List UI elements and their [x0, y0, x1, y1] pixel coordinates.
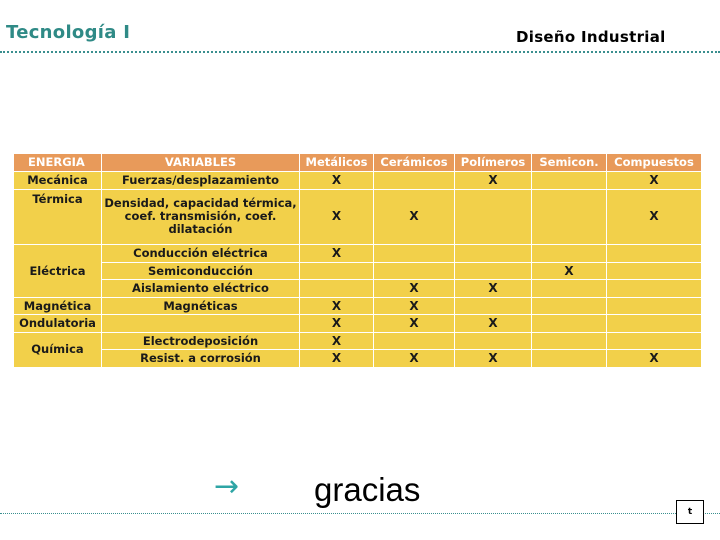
- energy-termica: Térmica: [14, 189, 102, 245]
- cell-empty: [455, 297, 532, 315]
- cell-mark: X: [455, 350, 532, 368]
- cell-empty: [532, 245, 607, 263]
- cell-mark: X: [607, 350, 702, 368]
- header-divider: [0, 51, 720, 53]
- cell-empty: [532, 332, 607, 350]
- header-energia: ENERGIA: [14, 154, 102, 172]
- cell-mark: X: [455, 172, 532, 190]
- footer-divider: [0, 513, 720, 514]
- cell-mark: X: [374, 297, 455, 315]
- variable-aislamiento: Aislamiento eléctrico: [102, 280, 300, 298]
- header-semicon: Semicon.: [532, 154, 607, 172]
- cell-mark: X: [532, 262, 607, 280]
- cell-mark: X: [374, 189, 455, 245]
- variable-fuerzas: Fuerzas/desplazamiento: [102, 172, 300, 190]
- cell-empty: [455, 245, 532, 263]
- cell-mark: X: [374, 350, 455, 368]
- header-compuestos: Compuestos: [607, 154, 702, 172]
- cell-empty: [374, 245, 455, 263]
- table-row: [14, 350, 702, 368]
- table-row: [14, 262, 702, 280]
- cell-empty: [532, 350, 607, 368]
- cell-empty: [455, 189, 532, 245]
- table-row: [14, 297, 702, 315]
- cell-mark: X: [607, 189, 702, 245]
- energy-ondulatoria: Ondulatoria: [14, 315, 102, 333]
- table-row: [14, 172, 702, 190]
- cell-mark: X: [607, 172, 702, 190]
- variable-conduccion: Conducción eléctrica: [102, 245, 300, 263]
- cell-mark: X: [374, 280, 455, 298]
- cell-empty: [455, 332, 532, 350]
- cell-mark: X: [300, 189, 374, 245]
- variable-semiconduccion: Semiconducción: [102, 262, 300, 280]
- closing-text: gracias: [314, 471, 421, 508]
- cell-empty: [532, 189, 607, 245]
- energy-quimica: Química: [14, 332, 102, 367]
- cell-empty: [102, 315, 300, 333]
- cell-mark: X: [300, 315, 374, 333]
- table-row: [14, 315, 702, 333]
- course-title: Tecnología I: [6, 22, 131, 43]
- table-header-row: [14, 154, 702, 172]
- cell-mark: X: [300, 350, 374, 368]
- header-variables: VARIABLES: [102, 154, 300, 172]
- page-number-box: [676, 500, 704, 524]
- header-polimeros: Polímeros: [455, 154, 532, 172]
- variable-resist: Resist. a corrosión: [102, 350, 300, 368]
- cell-empty: [455, 262, 532, 280]
- cell-empty: [532, 315, 607, 333]
- program-title: Diseño Industrial: [516, 28, 666, 46]
- table-row: [14, 245, 702, 263]
- cell-mark: X: [374, 315, 455, 333]
- table-row: [14, 332, 702, 350]
- materials-table: [13, 153, 702, 368]
- cell-empty: [532, 172, 607, 190]
- energy-mecanica: Mecánica: [14, 172, 102, 190]
- cell-empty: [607, 315, 702, 333]
- cell-empty: [300, 280, 374, 298]
- cell-mark: X: [455, 280, 532, 298]
- cell-empty: [607, 245, 702, 263]
- arrow-icon: →: [214, 469, 240, 504]
- energy-magnetica: Magnética: [14, 297, 102, 315]
- cell-mark: X: [300, 332, 374, 350]
- table-row: [14, 189, 702, 245]
- cell-mark: X: [300, 245, 374, 263]
- header-ceramicos: Cerámicos: [374, 154, 455, 172]
- energy-electrica: Eléctrica: [14, 245, 102, 298]
- cell-empty: [607, 262, 702, 280]
- cell-empty: [532, 297, 607, 315]
- cell-empty: [300, 262, 374, 280]
- page-number-label: t: [687, 507, 693, 517]
- cell-empty: [374, 172, 455, 190]
- cell-empty: [607, 280, 702, 298]
- variable-densidad: Densidad, capacidad térmica, coef. transmisión, coef. dilatación: [102, 189, 300, 245]
- header-metalicos: Metálicos: [300, 154, 374, 172]
- variable-magneticas: Magnéticas: [102, 297, 300, 315]
- variable-electrodeposicion: Electrodeposición: [102, 332, 300, 350]
- cell-empty: [532, 280, 607, 298]
- cell-empty: [374, 262, 455, 280]
- cell-empty: [374, 332, 455, 350]
- cell-mark: X: [455, 315, 532, 333]
- cell-empty: [607, 297, 702, 315]
- cell-mark: X: [300, 297, 374, 315]
- cell-mark: X: [300, 172, 374, 190]
- table-row: [14, 280, 702, 298]
- cell-empty: [607, 332, 702, 350]
